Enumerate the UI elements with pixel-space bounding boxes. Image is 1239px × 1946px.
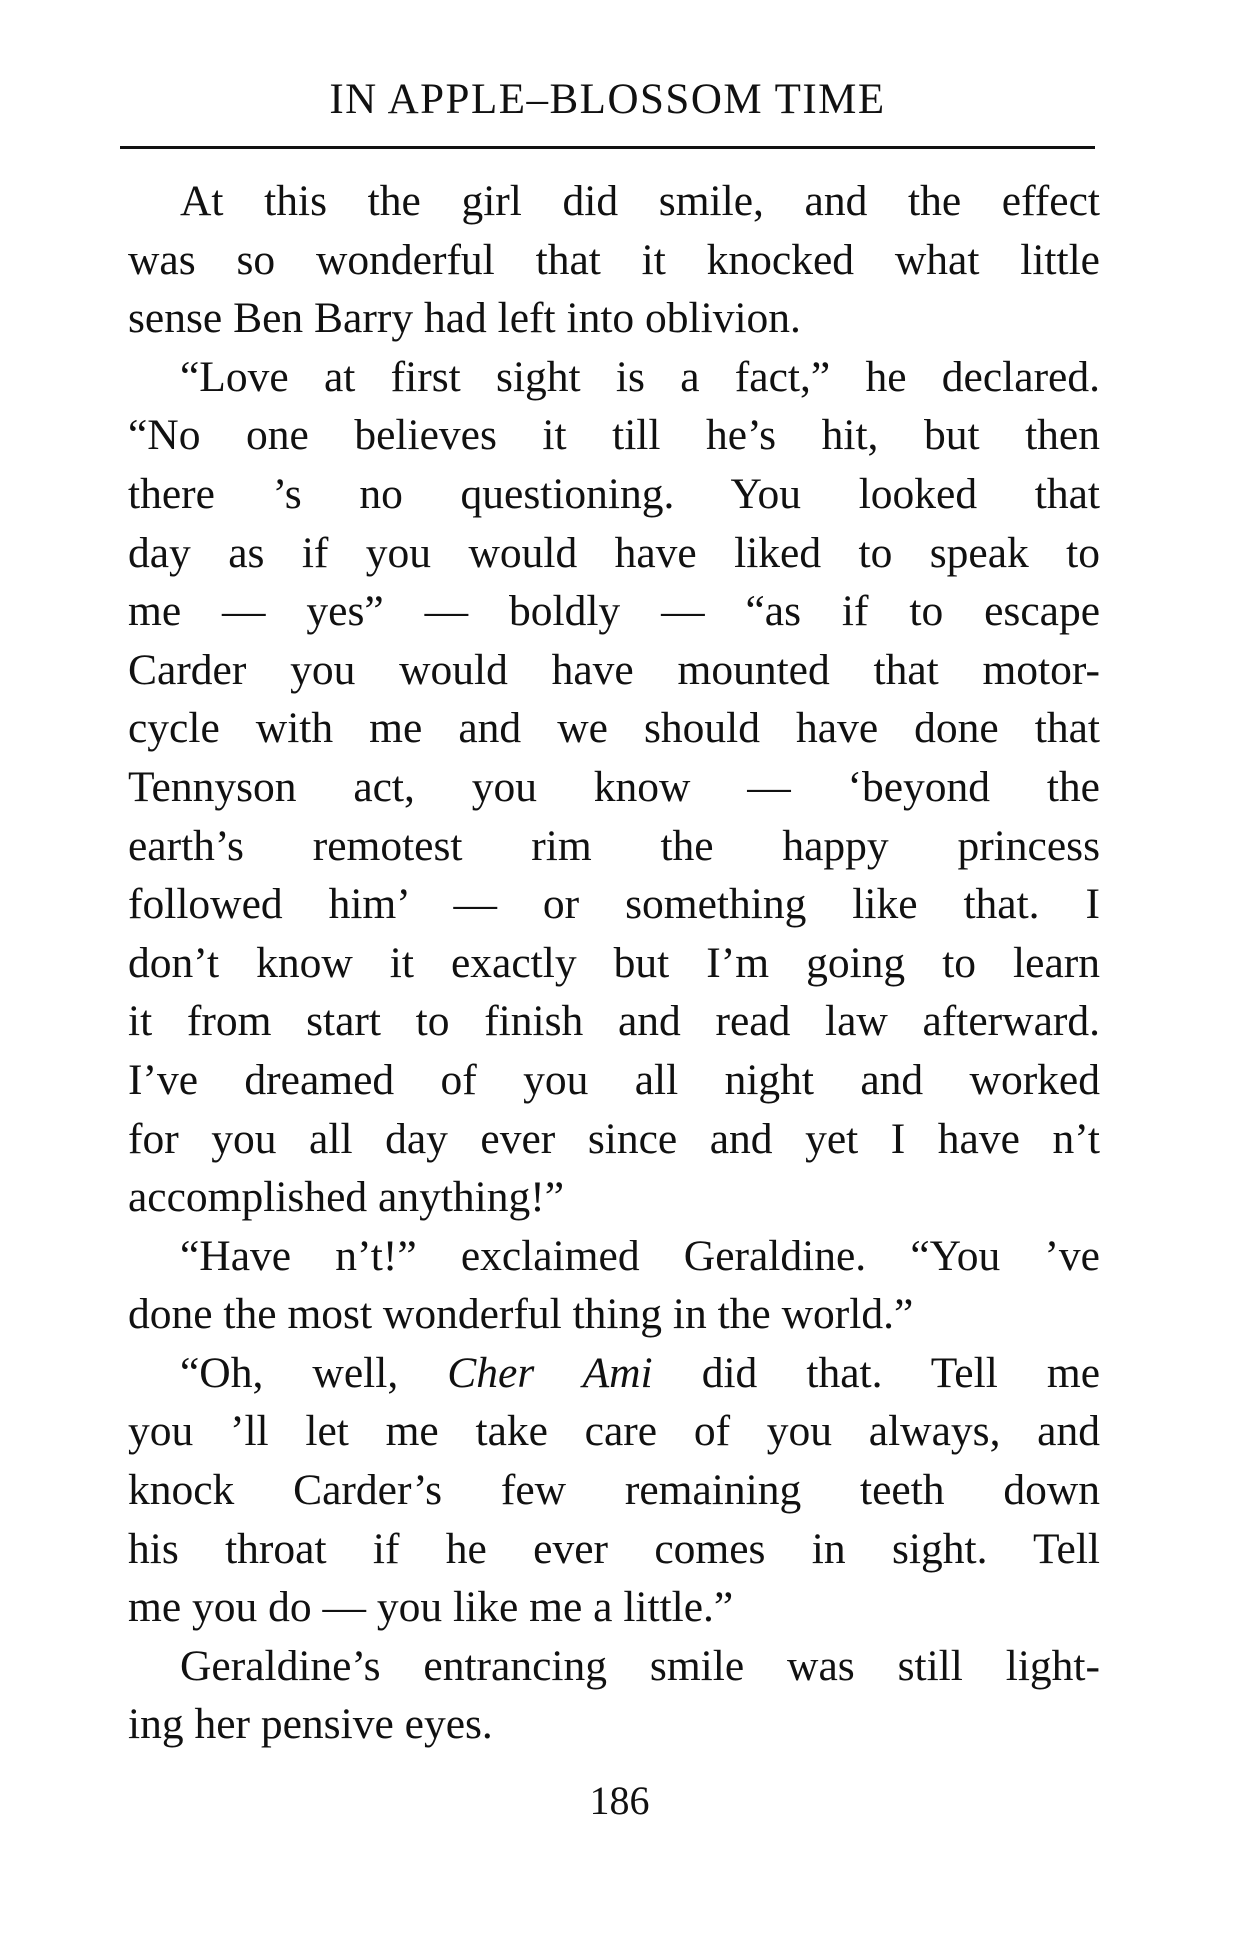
text-line: sense Ben Barry had left into oblivion. — [128, 294, 801, 343]
text-line: me — yes” — boldly — “as if to escape — [128, 587, 1100, 636]
text-line: “Have n’t!” exclaimed Geraldine. “You ’ve — [180, 1231, 1100, 1280]
page-number: 186 — [589, 1778, 650, 1823]
italic-name: Cher Ami — [447, 1348, 653, 1397]
text-line: was so wonderful that it knocked what little — [128, 235, 1100, 284]
text-line: done the most wonderful thing in the world.” — [128, 1290, 914, 1339]
text-line — [128, 1344, 1100, 1403]
text-line: Geraldine’s entrancing smile was still light- — [180, 1641, 1100, 1690]
text-line: Tennyson act, you know — ‘beyond the — [128, 762, 1100, 811]
text-line: accomplished anything!” — [128, 1173, 565, 1222]
text-line: his throat if he ever comes in sight. Tell — [128, 1524, 1100, 1573]
text-line: “Love at first sight is a fact,” he declared. — [180, 352, 1100, 401]
text-line: there ’s no questioning. You looked that — [128, 469, 1100, 518]
text-line: don’t know it exactly but I’m going to learn — [128, 938, 1100, 987]
header-rule — [120, 146, 1095, 149]
text-line: At this the girl did smile, and the effect — [180, 177, 1100, 225]
text-line: Carder you would have mounted that motor- — [128, 645, 1100, 694]
text-line: me you do — you like me a little.” — [128, 1583, 734, 1632]
text-line: earth’s remotest rim the happy princess — [128, 821, 1100, 870]
text-line: it from start to finish and read law afterward. — [128, 997, 1100, 1046]
text-line: I’ve dreamed of you all night and worked — [128, 1055, 1100, 1104]
text-fragment: did that. Tell me — [701, 1348, 1100, 1397]
text-fragment: “Oh, well, — [180, 1348, 399, 1397]
text-line: knock Carder’s few remaining teeth down — [128, 1466, 1100, 1515]
text-line: for you all day ever since and yet I have n’t — [128, 1114, 1100, 1163]
running-head: IN APPLE–BLOSSOM TIME — [329, 76, 886, 123]
text-line: cycle with me and we should have done that — [128, 704, 1100, 753]
body-text — [128, 172, 1100, 1754]
text-line: you ’ll let me take care of you always, and — [128, 1407, 1100, 1456]
text-line: ing her pensive eyes. — [128, 1700, 493, 1749]
text-line: “No one believes it till he’s hit, but then — [128, 411, 1100, 460]
text-line: followed him’ — or something like that. I — [128, 880, 1100, 929]
text-line: day as if you would have liked to speak to — [128, 528, 1100, 577]
